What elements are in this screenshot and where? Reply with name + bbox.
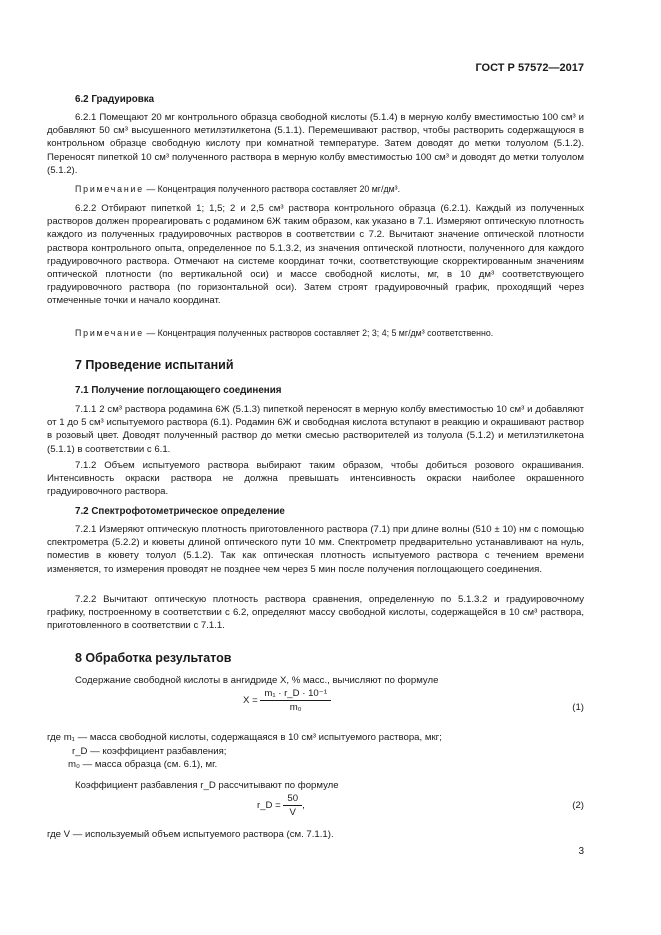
formula-tail: , — [302, 800, 305, 812]
paragraph-7-2-1 — [47, 523, 584, 576]
paragraph-6-2-2 — [47, 202, 584, 308]
note-1 — [75, 183, 400, 195]
section-8-title: 8 Обработка результатов — [75, 651, 232, 665]
note-label: Примечание — [75, 328, 144, 338]
formula-1-definitions — [47, 731, 442, 772]
formula-2-intro — [47, 779, 584, 792]
definition-text: коэффициент разбавления; — [102, 745, 227, 757]
document-page — [47, 0, 584, 935]
section-7-1-title: 7.1 Получение поглощающего соединения — [75, 385, 282, 396]
note-label: Примечание — [75, 184, 144, 194]
paragraph-text: 7.2.2 Вычитают оптическую плотность раствора сравнения, определенную по 5.1.3.2 и градуировочному графику, построенному в соответствии с 6.2, определяют массу свободной кислоты, содержащейся в 10 см³ раствора, приготовленного в соответствии с 7.1.1. — [47, 594, 584, 632]
standard-number: ГОСТ Р 57572—2017 — [475, 62, 584, 74]
formula-lhs: r_D = — [257, 800, 281, 812]
section-7-2-title: 7.2 Спектрофотометрическое определение — [75, 506, 285, 517]
definition-row: m₀ — масса образца (см. 6.1), мг. — [68, 759, 218, 770]
definition-text: масса свободной кислоты, содержащаяся в 10 см³ испытуемого раствора, мкг; — [89, 732, 442, 743]
formula-numerator: m₁ · r_D · 10⁻¹ — [260, 688, 331, 701]
formula-lhs: X = — [243, 695, 258, 707]
definition-symbol: m₀ — [68, 759, 80, 770]
formula-1-intro — [47, 674, 584, 687]
definition-text: масса образца (см. 6.1), мг. — [94, 759, 218, 770]
paragraph-text: Коэффициент разбавления r_D рассчитывают по формуле — [75, 780, 339, 791]
section-6-2-title: 6.2 Градуировка — [75, 94, 155, 105]
definition-symbol: m₁ — [63, 732, 75, 743]
paragraph-text: 7.2.1 Измеряют оптическую плотность приготовленного раствора (7.1) при длине волны (510 ± 10) нм с помощью спектрометра (5.2.2) и кюветы длиной оптического пути 10 мм. Спектрометр предварительно устанавливают на нуль, поместив в кювету толуол (5.1.2). Так как оптическая плотность испытуемого раствора с течением времени изменяется, то измерения проводят не позднее чем через 5 мин после получения поглощающего соединения. — [47, 524, 584, 575]
formula-denominator: V — [289, 807, 296, 818]
paragraph-7-1-1 — [47, 403, 584, 456]
formula-denominator: m₀ — [289, 702, 302, 713]
formula-2-number: (2) — [572, 800, 584, 811]
formula-2 — [257, 793, 305, 818]
paragraph-text: 7.1.1 2 см³ раствора родамина 6Ж (5.1.3) пипеткой переносят в мерную колбу вместимостью 10 см³ и добавляют от 1 до 5 см³ испытуемого раствора (6.1). Родамин 6Ж и свободная кислота вступают в реакцию и окрашивают раствор в розовый цвет. Доводят полученный раствор до метки смесью растворителей из толуола (5.1.2) и метилэтилкетона (5.1.1) в соответствии с 6.1. — [47, 404, 584, 455]
section-7-title: 7 Проведение испытаний — [75, 358, 234, 372]
definition-row: r_D — коэффициент разбавления; — [72, 745, 227, 757]
paragraph-6-2-1 — [47, 111, 584, 177]
definition-symbol: r_D — [72, 745, 88, 757]
where-word: где — [47, 732, 62, 743]
note-text: — Концентрация полученного раствора составляет 20 мг/дм³. — [143, 184, 401, 194]
definition-text: где V — используемый объем испытуемого раствора (см. 7.1.1). — [47, 829, 334, 840]
page-number: 3 — [578, 846, 584, 857]
paragraph-text: Содержание свободной кислоты в ангидриде X, % масс., вычисляют по формуле — [75, 675, 439, 686]
formula-1 — [243, 688, 331, 713]
paragraph-7-2-2 — [47, 593, 584, 633]
paragraph-7-1-2 — [47, 459, 584, 499]
formula-fraction — [283, 793, 302, 818]
note-2 — [75, 327, 493, 339]
paragraph-text: 7.1.2 Объем испытуемого раствора выбирают таким образом, чтобы добиться розового окрашивания. Интенсивность окраски раствора не должна превышать интенсивность окраски наиболее окрашенного градуировочного раствора. — [47, 460, 584, 498]
note-text: — Концентрация полученных растворов составляет 2; 3; 4; 5 мг/дм³ соответственно. — [143, 328, 494, 338]
definition-row: где m₁ — масса свободной кислоты, содержащаяся в 10 см³ испытуемого раствора, мкг; — [47, 732, 442, 743]
paragraph-text: 6.2.1 Помещают 20 мг контрольного образца свободной кислоты (5.1.4) в мерную колбу вместимостью 100 см³ и добавляют 50 см³ высушенного метилэтилкетона (5.1.1). Перемешивают раствор, чтобы растворить содержащуюся в контрольном образце свободную кислоту при комнатной температуре. Затем доводят до метки толуолом (5.1.2). Переносят пипеткой 10 см³ полученного раствора в мерную колбу вместимостью 100 см³ и доводят до метки толуолом (5.1.2). — [47, 112, 584, 176]
formula-numerator: 50 — [283, 793, 302, 806]
formula-fraction — [260, 688, 331, 713]
formula-1-number: (1) — [572, 702, 584, 713]
formula-2-definition — [47, 828, 334, 842]
paragraph-text: 6.2.2 Отбирают пипеткой 1; 1,5; 2 и 2,5 см³ раствора контрольного образца (6.2.1). Каждый из полученных растворов должен прореагировать с родамином 6Ж таким образом, как указано в 7.1. Измеряют оптическую плотность каждого из полученных градуировочных растворов в соответствии с 7.2. Вычитают значение оптической плотности раствора контрольного опыта, определенное по 5.1.3.2, из значения оптической плотности, полученного для каждого градуировочного раствора. Отмечают на системе координат точки, соответствующие скорректированным значениям оптической плотности (по вертикальной оси) и массе свободной кислоты, мг, в 10 дм³ соответствующего градуировочного раствора (по горизонтальной оси). Затем строят градуировочный график, проходящий через отмеченные точки и начало координат. — [47, 203, 584, 307]
